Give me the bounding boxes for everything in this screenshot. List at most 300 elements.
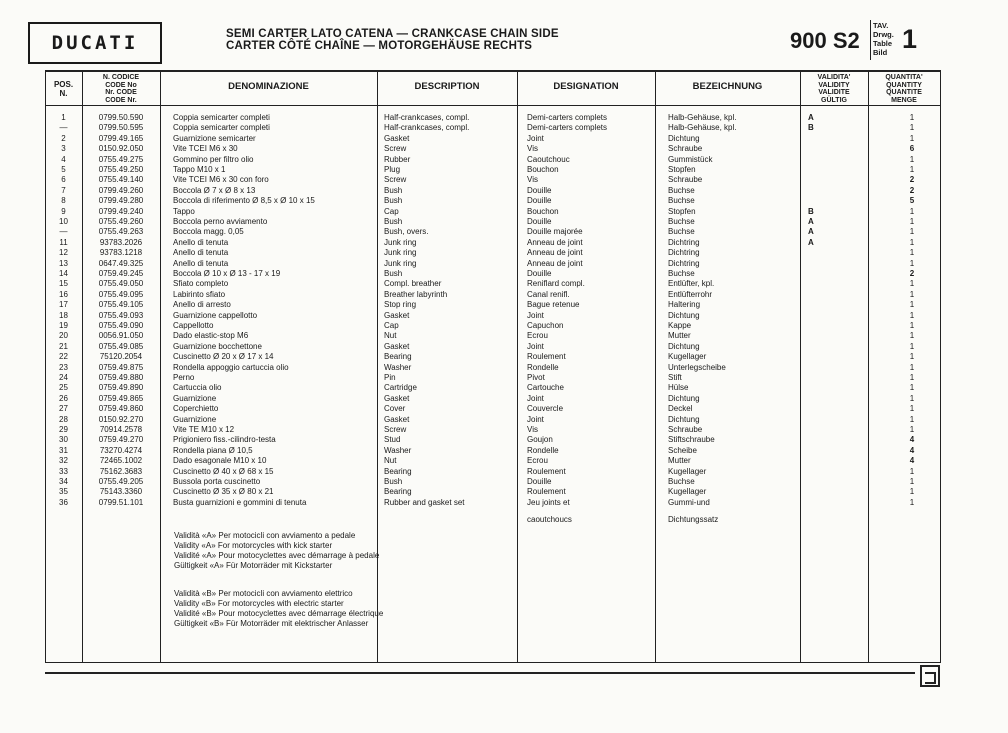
model-name: 900 S2 bbox=[790, 28, 860, 53]
cell-code: 0799.49.260 bbox=[98, 185, 144, 195]
cell-bezeichnung: Stiftschraube bbox=[668, 435, 715, 445]
cell-code: 0755.49.050 bbox=[98, 279, 144, 289]
table-row bbox=[0, 155, 1008, 165]
table-row bbox=[0, 373, 1008, 383]
table-row bbox=[0, 134, 1008, 144]
cell-description: Nut bbox=[384, 331, 397, 341]
cell-bezeichnung: Unterlegscheibe bbox=[668, 362, 726, 372]
cell-designation: Bouchon bbox=[527, 206, 559, 216]
cell-pos: 33 bbox=[59, 466, 68, 476]
cell-pos: 23 bbox=[59, 362, 68, 372]
note-line: Validité «A» Pour motocyclettes avec démarrage à pedale bbox=[174, 551, 380, 560]
cell-quantity: 4 bbox=[909, 445, 915, 455]
cell-denominazione: Rondella appoggio cartuccia olio bbox=[173, 362, 289, 372]
cell-quantity: 1 bbox=[909, 123, 915, 133]
cell-code: 75162.3683 bbox=[99, 466, 143, 476]
cell-bezeichnung: Mutter bbox=[668, 331, 691, 341]
cell-pos: 8 bbox=[61, 196, 66, 206]
cell-quantity: 1 bbox=[909, 393, 915, 403]
cell-bezeichnung: Buchse bbox=[668, 477, 695, 486]
cell-denominazione: Cartuccia olio bbox=[173, 383, 222, 393]
table-row bbox=[0, 259, 1008, 269]
cell-designation: Douille bbox=[527, 269, 552, 278]
cell-bezeichnung: Dichtung bbox=[668, 414, 700, 424]
cell-pos: 5 bbox=[61, 165, 66, 174]
note-line: Validità «A» Per motocicli con avviamento a pedale bbox=[174, 531, 356, 540]
cell-quantity: 1 bbox=[909, 352, 915, 362]
cell-pos: 1 bbox=[61, 113, 66, 122]
cell-validity: A bbox=[808, 217, 814, 226]
cell-code: 0759.49.875 bbox=[98, 362, 144, 372]
cell-pos: 2 bbox=[61, 133, 66, 143]
note-line: Gültigkeit «A» Für Motorräder mit Kickstarter bbox=[174, 561, 333, 570]
col-header-code-line: CODE No bbox=[105, 81, 137, 89]
cell-bezeichnung: Buchse bbox=[668, 217, 695, 226]
cell-denominazione: Busta guarnizioni e gommini di tenuta bbox=[173, 497, 307, 507]
cell-description: Breather labyrinth bbox=[384, 289, 448, 299]
cell-bezeichnung: Stopfen bbox=[668, 206, 696, 216]
cell-designation: Joint bbox=[527, 133, 544, 143]
cell-code: 93783.1218 bbox=[99, 248, 143, 258]
cell-designation: Joint bbox=[527, 414, 544, 424]
cell-description: Washer bbox=[384, 445, 412, 455]
table-row bbox=[0, 363, 1008, 373]
table-row bbox=[0, 467, 1008, 477]
cell-description: Bearing bbox=[384, 352, 412, 362]
table-row bbox=[0, 456, 1008, 466]
cell-code: 0647.49.325 bbox=[98, 258, 144, 268]
cell-description: Stop ring bbox=[384, 300, 417, 310]
cell-designation: Douille bbox=[527, 196, 552, 206]
cell-denominazione: Vite TE M10 x 12 bbox=[173, 425, 235, 434]
cell-description: Half-crankcases, compl. bbox=[384, 123, 470, 133]
cell-code: 0755.49.090 bbox=[98, 321, 144, 330]
cell-code: 0056.91.050 bbox=[98, 331, 144, 341]
cell-description: Cover bbox=[384, 404, 406, 414]
cell-denominazione: Coppia semicarter completi bbox=[173, 113, 270, 122]
cell-denominazione: Labirinto sfiato bbox=[173, 289, 226, 299]
col-header-quantity bbox=[868, 74, 940, 104]
cell-denominazione: Vite TCEI M6 x 30 bbox=[173, 144, 238, 154]
cell-denominazione: Guarnizione semicarter bbox=[173, 133, 256, 143]
cell-description: Compl. breather bbox=[384, 279, 442, 289]
table-row bbox=[0, 227, 1008, 237]
cell-denominazione: Anello di arresto bbox=[173, 300, 231, 310]
cell-designation: Vis bbox=[527, 425, 538, 434]
cell-pos: 18 bbox=[59, 310, 68, 320]
cell-code: 73270.4274 bbox=[99, 445, 143, 455]
table-row bbox=[0, 383, 1008, 393]
table-row bbox=[0, 321, 1008, 331]
cell-denominazione: Boccola Ø 7 x Ø 8 x 13 bbox=[173, 185, 256, 195]
cell-quantity: 1 bbox=[909, 487, 915, 497]
col-header-validity-line: VALIDITA' bbox=[817, 74, 851, 81]
cell-code: 0755.49.140 bbox=[98, 175, 144, 185]
table-row bbox=[0, 269, 1008, 279]
cell-denominazione: Tappo M10 x 1 bbox=[173, 165, 226, 174]
cell-code: 0759.49.270 bbox=[98, 435, 144, 445]
col-header-description: DESCRIPTION bbox=[414, 81, 480, 92]
cell-bezeichnung: Buchse bbox=[668, 269, 695, 278]
cell-pos: 35 bbox=[59, 487, 68, 497]
cell-denominazione: Guarnizione bbox=[173, 393, 217, 403]
cell-pos: 32 bbox=[59, 456, 68, 466]
cell-quantity: 1 bbox=[909, 321, 915, 330]
cell-denominazione: Coperchietto bbox=[173, 404, 219, 414]
cell-pos: 13 bbox=[59, 258, 68, 268]
cell-description: Bearing bbox=[384, 466, 412, 476]
cell-designation: Vis bbox=[527, 144, 538, 154]
cell-designation: Joint bbox=[527, 341, 544, 351]
note-line: Validità «B» Per motocicli con avviamento elettrico bbox=[174, 589, 353, 598]
table-row bbox=[0, 290, 1008, 300]
cell-description: Plug bbox=[384, 165, 401, 174]
cell-description: Stud bbox=[384, 435, 401, 445]
table-row bbox=[0, 352, 1008, 362]
cell-designation: Reniflard compl. bbox=[527, 279, 585, 289]
cell-code: 0759.49.880 bbox=[98, 373, 144, 382]
table-row bbox=[0, 498, 1008, 508]
cell-pos: 28 bbox=[59, 414, 68, 424]
cell-validity: A bbox=[808, 237, 814, 247]
cell-quantity: 1 bbox=[909, 383, 915, 393]
table-row bbox=[0, 217, 1008, 227]
cell-pos: 34 bbox=[59, 477, 68, 486]
col-header-quantity-line: QUANTITE bbox=[886, 89, 922, 96]
table-number: 1 bbox=[902, 24, 918, 54]
cell-designation: Cartouche bbox=[527, 383, 564, 393]
cell-code: 75120.2054 bbox=[99, 352, 143, 362]
table-row bbox=[0, 123, 1008, 133]
cell-designation: Douille majorée bbox=[527, 227, 583, 237]
cell-validity: A bbox=[808, 227, 814, 237]
cell-denominazione: Dado elastic-stop M6 bbox=[173, 331, 249, 341]
cell-quantity: 1 bbox=[909, 310, 915, 320]
cell-quantity: 1 bbox=[909, 373, 915, 382]
cell-designation: Roulement bbox=[527, 487, 566, 497]
validity-notes-a bbox=[174, 531, 379, 571]
cell-code: 0759.49.860 bbox=[98, 404, 144, 414]
cell-quantity: 1 bbox=[909, 497, 915, 507]
table-row bbox=[0, 415, 1008, 425]
cell-code: 93783.2026 bbox=[99, 237, 143, 247]
cell-bezeichnung: Deckel bbox=[668, 404, 693, 414]
cell-code: 0799.50.595 bbox=[98, 123, 144, 133]
table-row bbox=[0, 487, 1008, 497]
cell-bezeichnung: Schraube bbox=[668, 425, 703, 434]
cell-pos: 26 bbox=[59, 393, 68, 403]
cell-bezeichnung: Kugellager bbox=[668, 466, 707, 476]
note-line: Validité «B» Pour motocyclettes avec démarrage électrique bbox=[174, 609, 384, 618]
cell-code: 0759.49.245 bbox=[98, 269, 144, 278]
col-header-denominazione: DENOMINAZIONE bbox=[228, 81, 309, 92]
cell-code: 0799.49.165 bbox=[98, 133, 144, 143]
cell-code: 0150.92.270 bbox=[98, 414, 144, 424]
cell-pos: 16 bbox=[59, 289, 68, 299]
validity-notes-b bbox=[174, 589, 383, 629]
cell-description: Gasket bbox=[384, 133, 410, 143]
cell-quantity: 6 bbox=[909, 144, 915, 154]
cell-denominazione: Tappo bbox=[173, 206, 195, 216]
col-header-validity-line: GÜLTIG bbox=[821, 96, 847, 104]
cell-designation: Rondelle bbox=[527, 445, 559, 455]
cell-pos: 22 bbox=[59, 352, 68, 362]
table-row bbox=[0, 425, 1008, 435]
cell-designation: Rondelle bbox=[527, 362, 559, 372]
table-row bbox=[0, 144, 1008, 154]
cell-pos: 9 bbox=[61, 206, 66, 216]
cell-designation: Capuchon bbox=[527, 321, 564, 330]
table-label-bild: Bild bbox=[873, 48, 888, 57]
cell-description: Cartridge bbox=[384, 383, 417, 393]
cell-designation: Goujon bbox=[527, 435, 553, 445]
cell-bezeichnung: Entlüfter, kpl. bbox=[668, 279, 715, 289]
cell-code: 0755.49.105 bbox=[98, 300, 144, 310]
cell-quantity: 1 bbox=[909, 217, 915, 226]
row-36-designation-cont: caoutchoucs bbox=[527, 515, 572, 524]
cell-description: Gasket bbox=[384, 310, 410, 320]
cell-pos: 11 bbox=[59, 237, 68, 247]
header-divider bbox=[870, 20, 871, 60]
col-header-validity-line: VALIDITY bbox=[818, 81, 850, 89]
cell-quantity: 1 bbox=[909, 227, 915, 237]
cell-code: 0759.49.865 bbox=[98, 393, 144, 403]
cell-pos: 14 bbox=[59, 269, 68, 278]
cell-denominazione: Boccola Ø 10 x Ø 13 - 17 x 19 bbox=[173, 269, 281, 278]
cell-bezeichnung: Dichtring bbox=[668, 258, 700, 268]
col-header-validity-line: VALIDITE bbox=[818, 89, 850, 96]
cell-description: Bush bbox=[384, 477, 403, 486]
cell-designation: Bague retenue bbox=[527, 300, 580, 310]
cell-quantity: 1 bbox=[909, 279, 915, 289]
cell-designation: Canal renifl. bbox=[527, 289, 570, 299]
table-row bbox=[0, 113, 1008, 123]
cell-description: Screw bbox=[384, 175, 407, 185]
table-label-tav: TAV. bbox=[873, 21, 889, 30]
cell-designation: Ecrou bbox=[527, 331, 548, 341]
cell-description: Rubber bbox=[384, 154, 411, 164]
table-row bbox=[0, 238, 1008, 248]
cell-designation: Demi-carters complets bbox=[527, 123, 608, 133]
cell-quantity: 4 bbox=[909, 456, 915, 466]
cell-bezeichnung: Kugellager bbox=[668, 352, 707, 362]
page-title-line1: SEMI CARTER LATO CATENA — CRANKCASE CHAIN SIDE bbox=[226, 28, 559, 40]
cell-quantity: 2 bbox=[909, 269, 915, 278]
cell-code: 0755.49.093 bbox=[98, 310, 144, 320]
cell-code: 0755.49.250 bbox=[98, 165, 144, 174]
cell-pos: 25 bbox=[59, 383, 68, 393]
cell-code: 0755.49.260 bbox=[98, 217, 144, 226]
cell-denominazione: Anello di tenuta bbox=[173, 237, 229, 247]
cell-bezeichnung: Gummi-und bbox=[668, 497, 710, 507]
cell-bezeichnung: Buchse bbox=[668, 227, 695, 237]
cell-designation: Pivot bbox=[527, 373, 545, 382]
col-header-pos-line: POS. bbox=[53, 80, 74, 89]
cell-bezeichnung: Halb-Gehäuse, kpl. bbox=[668, 123, 737, 133]
table-row bbox=[0, 446, 1008, 456]
cell-code: 0799.51.101 bbox=[98, 497, 144, 507]
cell-description: Bush, overs. bbox=[384, 227, 429, 237]
cell-description: Screw bbox=[384, 144, 407, 154]
page-corner-mark bbox=[920, 665, 940, 687]
cell-bezeichnung: Schraube bbox=[668, 175, 703, 185]
col-header-quantity-line: MENGE bbox=[891, 96, 917, 104]
cell-pos: 3 bbox=[61, 144, 66, 154]
cell-bezeichnung: Dichtung bbox=[668, 310, 700, 320]
cell-denominazione: Boccola magg. 0,05 bbox=[173, 227, 244, 237]
cell-denominazione: Guarnizione bocchettone bbox=[173, 341, 262, 351]
cell-designation: Joint bbox=[527, 310, 544, 320]
cell-designation: Bouchon bbox=[527, 165, 559, 174]
cell-description: Pin bbox=[384, 373, 396, 382]
cell-description: Cap bbox=[384, 321, 399, 330]
cell-bezeichnung: Scheibe bbox=[668, 445, 697, 455]
cell-description: Gasket bbox=[384, 414, 410, 424]
cell-quantity: 1 bbox=[909, 300, 915, 310]
cell-designation: Douille bbox=[527, 185, 552, 195]
table-row bbox=[0, 394, 1008, 404]
table-row bbox=[0, 300, 1008, 310]
cell-pos: 36 bbox=[59, 497, 68, 507]
cell-code: 0150.92.050 bbox=[98, 144, 144, 154]
footer-line bbox=[45, 672, 915, 674]
cell-pos: 4 bbox=[61, 154, 66, 164]
cell-bezeichnung: Stift bbox=[668, 373, 682, 382]
table-top-border bbox=[45, 70, 941, 72]
cell-denominazione: Cappellotto bbox=[173, 321, 214, 330]
cell-bezeichnung: Haltering bbox=[668, 300, 701, 310]
table-row bbox=[0, 248, 1008, 258]
cell-quantity: 1 bbox=[909, 362, 915, 372]
cell-pos: 10 bbox=[59, 217, 68, 226]
cell-quantity: 1 bbox=[909, 113, 915, 122]
table-row bbox=[0, 165, 1008, 175]
cell-bezeichnung: Schraube bbox=[668, 144, 703, 154]
cell-bezeichnung: Mutter bbox=[668, 456, 691, 466]
cell-pos: 19 bbox=[59, 321, 68, 330]
cell-code: 72465.1002 bbox=[99, 456, 143, 466]
cell-denominazione: Perno bbox=[173, 373, 195, 382]
cell-designation: Anneau de joint bbox=[527, 237, 583, 247]
cell-description: Screw bbox=[384, 425, 407, 434]
row-36-bezeichnung-cont: Dichtungssatz bbox=[668, 515, 719, 524]
cell-description: Junk ring bbox=[384, 248, 417, 258]
cell-designation: Demi-carters complets bbox=[527, 113, 608, 122]
cell-denominazione: Coppia semicarter completi bbox=[173, 123, 270, 133]
cell-quantity: 1 bbox=[909, 341, 915, 351]
cell-validity: B bbox=[808, 123, 814, 133]
cell-quantity: 1 bbox=[909, 331, 915, 341]
cell-pos: 7 bbox=[61, 185, 66, 195]
cell-bezeichnung: Kappe bbox=[668, 321, 692, 330]
col-header-quantity-line: QUANTITY bbox=[886, 81, 922, 89]
cell-description: Gasket bbox=[384, 393, 410, 403]
cell-quantity: 1 bbox=[909, 154, 915, 164]
cell-description: Junk ring bbox=[384, 237, 417, 247]
cell-description: Bush bbox=[384, 269, 403, 278]
cell-designation: Anneau de joint bbox=[527, 248, 583, 258]
cell-pos: 30 bbox=[59, 435, 68, 445]
cell-description: Nut bbox=[384, 456, 397, 466]
cell-designation: Caoutchouc bbox=[527, 154, 570, 164]
cell-bezeichnung: Entlüfterrohr bbox=[668, 289, 713, 299]
table-row bbox=[0, 207, 1008, 217]
cell-bezeichnung: Dichtung bbox=[668, 133, 700, 143]
cell-designation: Douille bbox=[527, 477, 552, 486]
cell-denominazione: Sfiato completo bbox=[173, 279, 229, 289]
table-row bbox=[0, 477, 1008, 487]
col-header-validity bbox=[800, 74, 868, 104]
table-row bbox=[0, 331, 1008, 341]
cell-code: 0799.49.240 bbox=[98, 206, 144, 216]
cell-designation: Roulement bbox=[527, 466, 566, 476]
cell-quantity: 4 bbox=[909, 435, 915, 445]
table-row bbox=[0, 175, 1008, 185]
cell-designation: Ecrou bbox=[527, 456, 548, 466]
table-row bbox=[0, 196, 1008, 206]
cell-denominazione: Cuscinetto Ø 20 x Ø 17 x 14 bbox=[173, 352, 274, 362]
table-label-table: Table bbox=[873, 39, 893, 48]
col-header-quantity-line: QUANTITA' bbox=[885, 74, 923, 81]
cell-denominazione: Anello di tenuta bbox=[173, 248, 229, 258]
cell-validity: A bbox=[808, 113, 814, 122]
cell-quantity: 1 bbox=[909, 477, 915, 486]
cell-bezeichnung: Stopfen bbox=[668, 165, 696, 174]
cell-description: Bush bbox=[384, 185, 403, 195]
cell-designation: Jeu joints et bbox=[527, 497, 570, 507]
cell-quantity: 1 bbox=[909, 466, 915, 476]
cell-bezeichnung: Dichtung bbox=[668, 393, 700, 403]
cell-bezeichnung: Gummistück bbox=[668, 154, 713, 164]
page-title-line2: CARTER CÔTÉ CHAÎNE — MOTORGEHÄUSE RECHTS bbox=[226, 40, 533, 52]
cell-quantity: 1 bbox=[909, 414, 915, 424]
cell-pos: — bbox=[59, 123, 68, 133]
cell-quantity: 2 bbox=[909, 175, 915, 185]
cell-denominazione: Cuscinetto Ø 40 x Ø 68 x 15 bbox=[173, 466, 274, 476]
cell-code: 0755.49.205 bbox=[98, 477, 144, 486]
cell-description: Bearing bbox=[384, 487, 412, 497]
cell-denominazione: Guarnizione cappellotto bbox=[173, 310, 258, 320]
cell-pos: 12 bbox=[59, 248, 68, 258]
cell-description: Washer bbox=[384, 362, 412, 372]
cell-pos: 24 bbox=[59, 373, 68, 382]
cell-quantity: 1 bbox=[909, 425, 915, 434]
col-header-bezeichnung: BEZEICHNUNG bbox=[692, 81, 763, 92]
cell-code: 0755.49.095 bbox=[98, 289, 144, 299]
ducati-logo bbox=[28, 22, 162, 64]
cell-validity: B bbox=[808, 206, 814, 216]
col-header-pos-line: N. bbox=[59, 89, 68, 98]
cell-quantity: 1 bbox=[909, 237, 915, 247]
cell-quantity: 5 bbox=[909, 196, 915, 206]
cell-pos: 29 bbox=[59, 425, 68, 434]
cell-pos: 15 bbox=[59, 279, 68, 289]
col-header-code bbox=[82, 74, 160, 104]
cell-denominazione: Dado esagonale M10 x 10 bbox=[173, 456, 267, 466]
cell-code: 0759.49.890 bbox=[98, 383, 144, 393]
cell-description: Bush bbox=[384, 217, 403, 226]
cell-quantity: 1 bbox=[909, 289, 915, 299]
cell-description: Rubber and gasket set bbox=[384, 497, 465, 507]
cell-description: Gasket bbox=[384, 341, 410, 351]
cell-code: 0799.50.590 bbox=[98, 113, 144, 122]
cell-designation: Douille bbox=[527, 217, 552, 226]
cell-code: 0755.49.275 bbox=[98, 154, 144, 164]
cell-designation: Vis bbox=[527, 175, 538, 185]
cell-denominazione: Guarnizione bbox=[173, 414, 217, 424]
cell-designation: Couvercle bbox=[527, 404, 564, 414]
cell-code: 75143.3360 bbox=[99, 487, 143, 497]
